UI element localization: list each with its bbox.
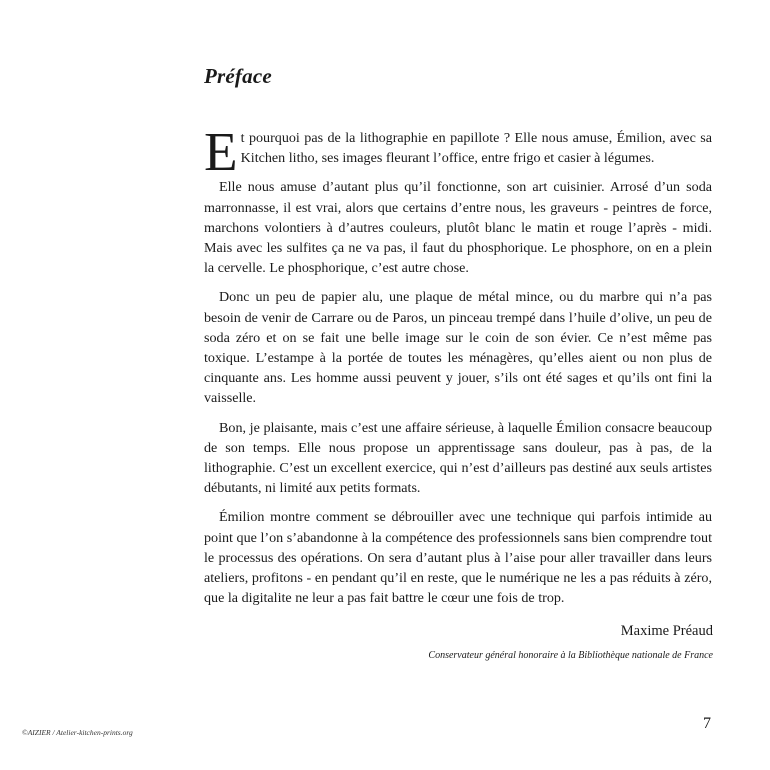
- drop-cap: E: [204, 121, 238, 182]
- author-affiliation: Conservateur général honoraire à la Bibliothèque nationale de France: [428, 650, 713, 661]
- page-title: Préface: [204, 64, 272, 88]
- paragraph-2: Elle nous amuse d’autant plus qu’il fonctionne, son art cuisinier. Arrosé d’un soda marronnasse, il est vrai, alors que certains d’entre nous, les graveurs - peintres de force, marchons volontiers à d’autres couleurs, plutôt blanc le matin et rouge l’après - midi. Mais avec les sulfites ça ne va pas, il faut du phosphorique. Le phosphore, on en a plein la cervelle. Le phosphorique, c’est autre chose.: [204, 179, 712, 277]
- paragraph-5: Émilion montre comment se débrouiller avec une technique qui parfois intimide au point que l’on s’abandonne à la compétence des professionnels sans bien comprendre tout le processus des opérations. On sera d’autant plus à l’aise pour aller travailler dans leurs ateliers, profitons - en pendant qu’il en reste, que le numérique ne les a pas réduits à zéro, que la digitalite ne leur a pas fait battre le cœur une fois de trop.: [204, 509, 712, 607]
- page-number: 7: [703, 715, 711, 732]
- paragraph-3: Donc un peu de papier alu, une plaque de métal mince, ou du marbre qui n’a pas besoin de venir de Carrare ou de Paros, un pinceau trempé dans l’huile d’olive, un peu de soda zéro et on se fait une belle image sur le coin de son évier. Ce n’est même pas toxique. L’estampe à la portée de toutes les ménagères, qu’elles aient ou non plus de cinquante ans. Les homme aussi peuvent y jouer, s’ils ont été sages et qu’ils ont fini la vaisselle.: [204, 289, 712, 407]
- preface-body: [204, 121, 712, 617]
- footer-credit: ©AIZIER / Atelier-kitchen-prints.org: [22, 728, 133, 737]
- paragraph-1-text: t pourquoi pas de la lithographie en papillote ? Elle nous amuse, Émilion, avec sa Kitchen litho, ses images fleurant l’office, entre frigo et casier à légumes.: [240, 130, 712, 167]
- author-signature: Maxime Préaud: [620, 623, 713, 639]
- paragraph-1: [204, 121, 712, 182]
- paragraph-4: Bon, je plaisante, mais c’est une affaire sérieuse, à laquelle Émilion consacre beaucoup de son temps. Elle nous propose un apprentissage sans douleur, pas à pas, de la lithographie. C’est un excellent exercice, qui n’est d’ailleurs pas destiné aux seuls artistes débutants, ni limité aux petits formats.: [204, 419, 712, 497]
